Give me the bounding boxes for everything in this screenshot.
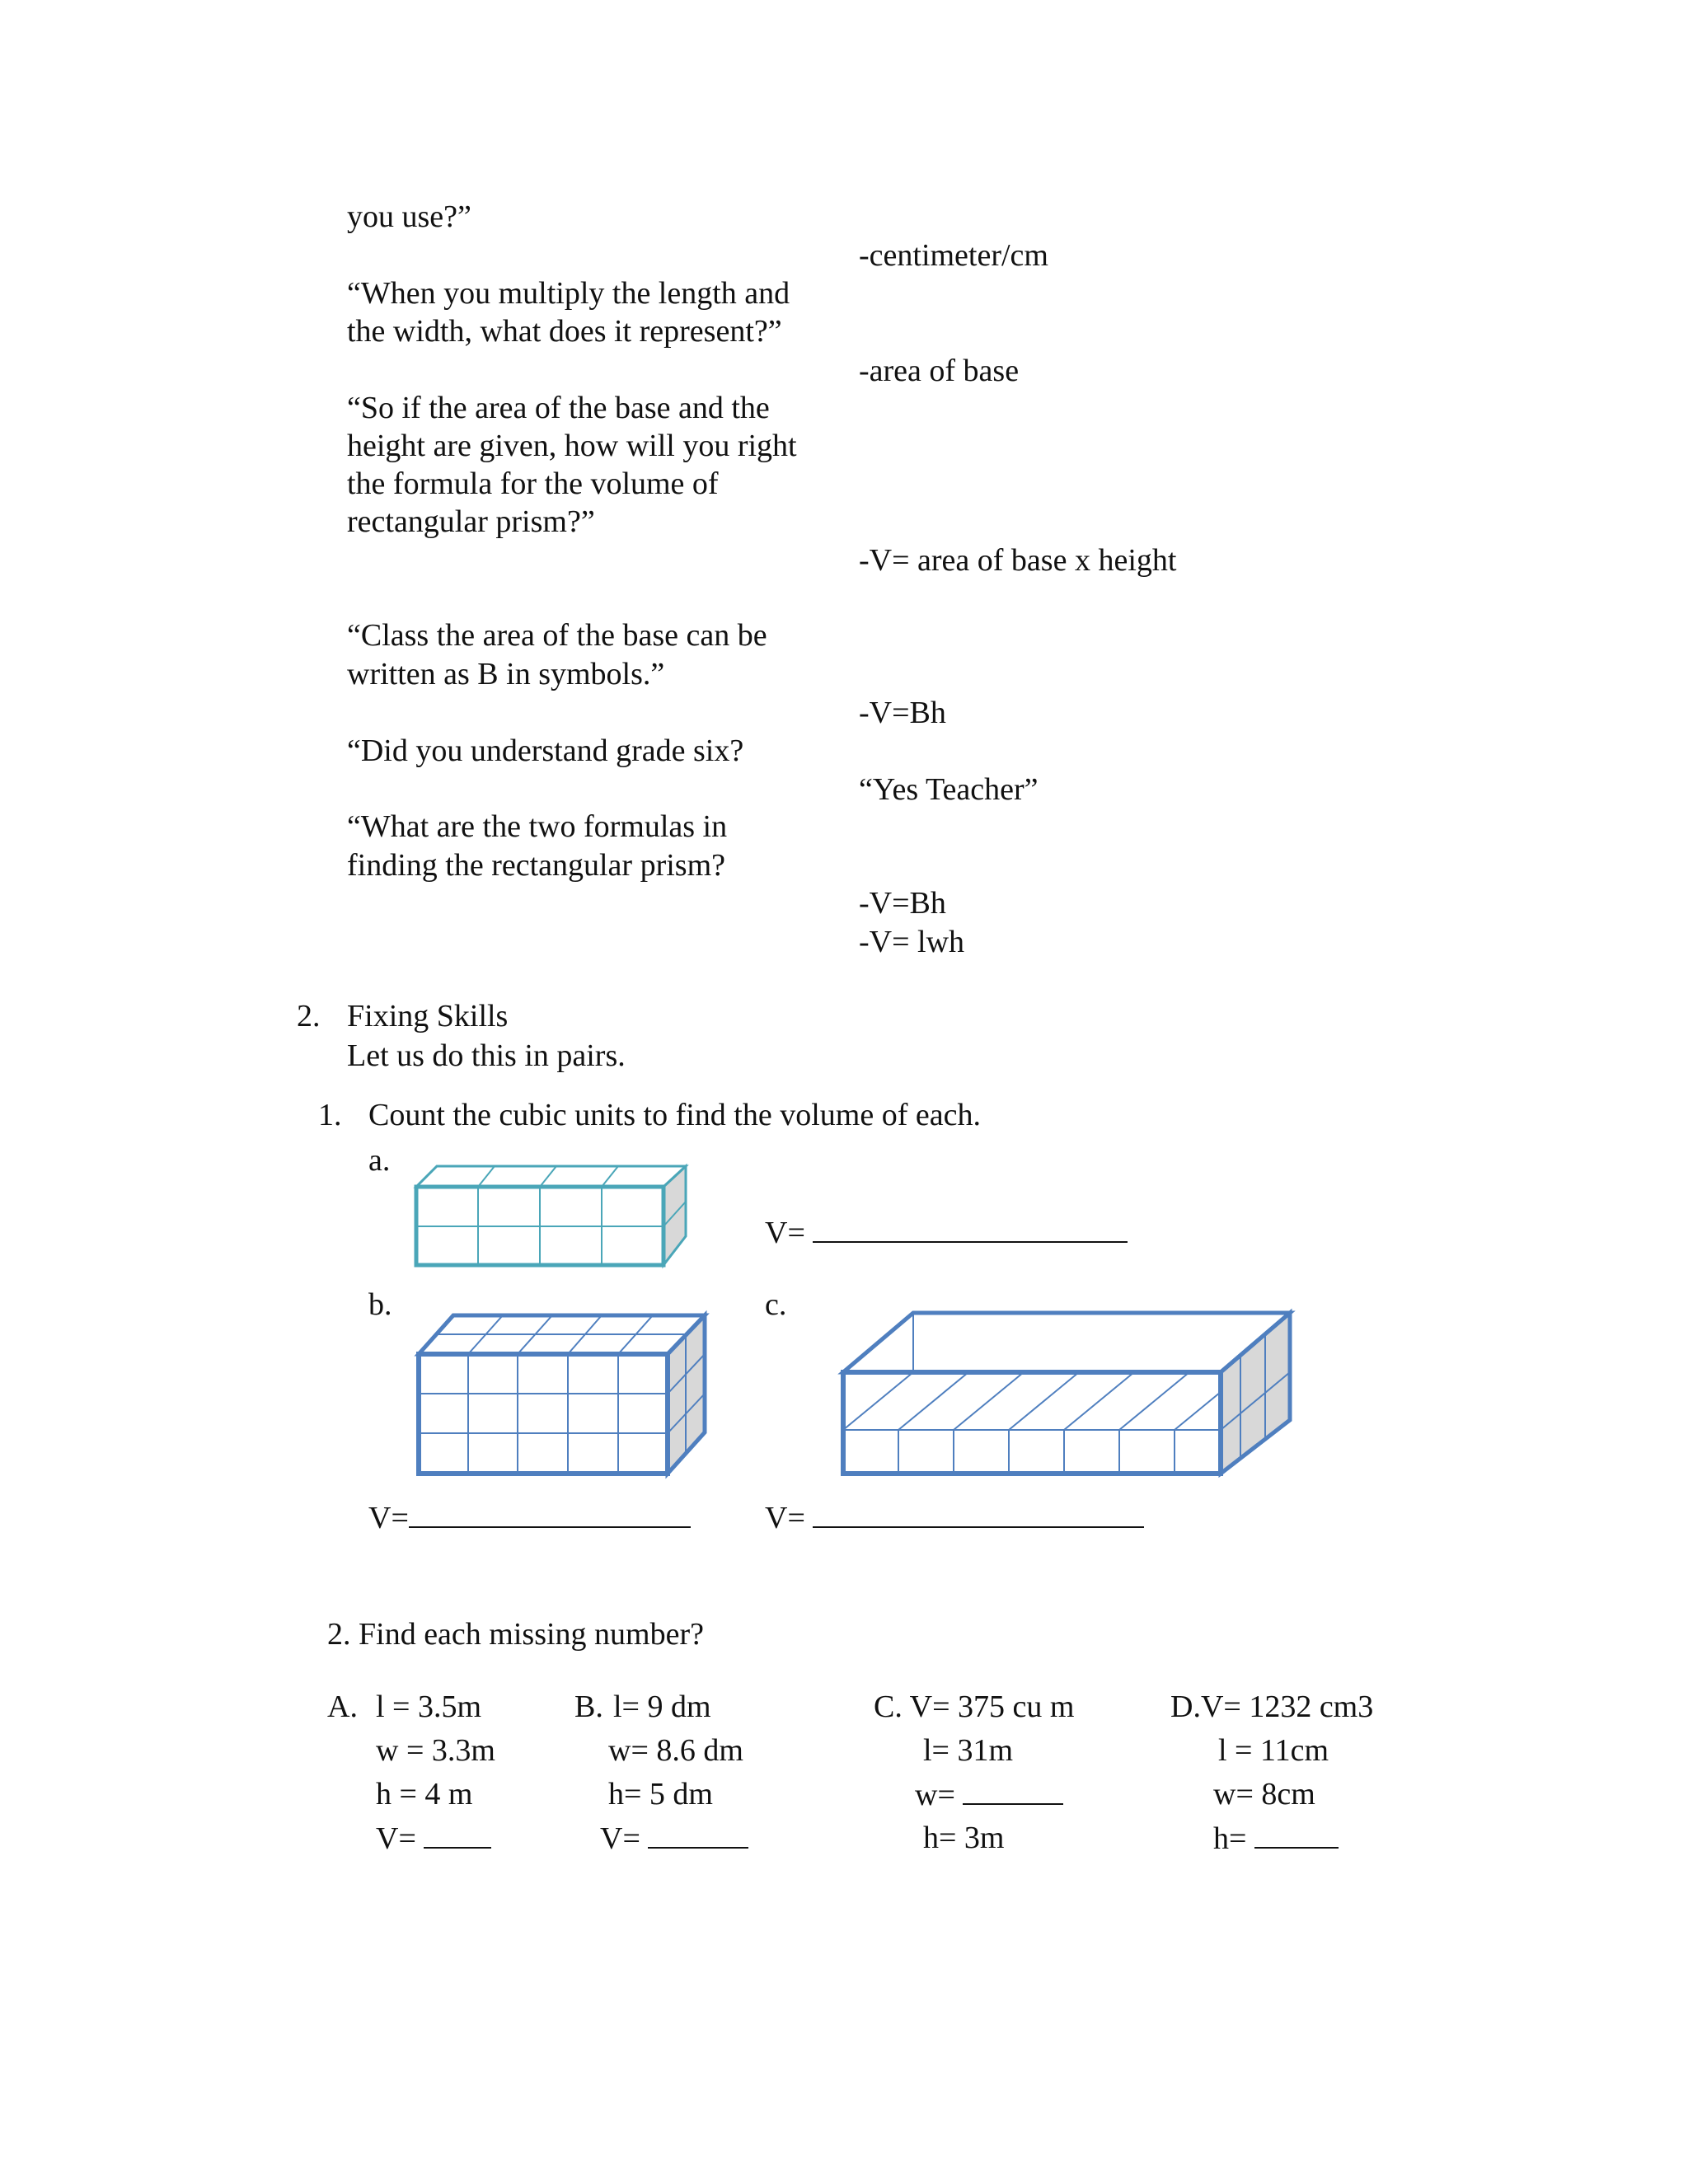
answer-blank-b[interactable] <box>409 1498 691 1528</box>
teacher-line: rectangular prism?” <box>347 504 595 539</box>
answer-blank-c[interactable] <box>813 1498 1144 1528</box>
student-line: -V= lwh <box>859 925 965 959</box>
item-number: 1. <box>318 1098 342 1132</box>
problem-d-line: h= <box>1213 1819 1339 1858</box>
v-label-b: V= <box>368 1498 691 1537</box>
section-title: Fixing Skills <box>347 999 509 1033</box>
item2-title: 2. Find each missing number? <box>327 1617 704 1652</box>
problem-c-line: C. V= 375 cu m <box>874 1690 1075 1724</box>
teacher-line: the formula for the volume of <box>347 466 719 501</box>
item-text: Count the cubic units to find the volume of each. <box>368 1098 981 1132</box>
problem-a-line: w = 3.3m <box>376 1733 495 1768</box>
prism-c-figure <box>837 1306 1298 1479</box>
teacher-line: the width, what does it represent?” <box>347 314 782 349</box>
student-line: -V=Bh <box>859 696 946 730</box>
section-subtitle: Let us do this in pairs. <box>347 1038 626 1073</box>
teacher-line: height are given, how will you right <box>347 429 797 463</box>
problem-a-line: V= <box>376 1819 491 1858</box>
teacher-line: “Class the area of the base can be <box>347 618 767 653</box>
prism-a-figure <box>412 1162 692 1269</box>
answer-blank-D[interactable] <box>1254 1819 1339 1849</box>
teacher-line: “So if the area of the base and the <box>347 391 770 425</box>
answer-blank-a[interactable] <box>813 1213 1128 1243</box>
teacher-line: you use?” <box>347 199 471 234</box>
problem-a-line: h = 4 m <box>376 1777 473 1811</box>
problem-c-line: w= <box>915 1775 1063 1814</box>
problem-b-line: V= <box>600 1819 748 1858</box>
label-b: b. <box>368 1287 392 1322</box>
problem-b-line: l= 9 dm <box>613 1690 711 1724</box>
teacher-line: “When you multiply the length and <box>347 276 790 311</box>
problem-a-line: l = 3.5m <box>376 1690 482 1724</box>
prism-b-figure <box>412 1309 713 1482</box>
teacher-line: “What are the two formulas in <box>347 809 728 844</box>
teacher-line: finding the rectangular prism? <box>347 848 726 883</box>
problem-c-line: l= 31m <box>923 1733 1014 1768</box>
problem-b-line: w= 8.6 dm <box>608 1733 743 1768</box>
student-line: -V= area of base x height <box>859 543 1177 578</box>
problem-c-line: h= 3m <box>923 1821 1005 1855</box>
label-c: c. <box>765 1287 787 1322</box>
v-label-a: V= <box>765 1213 1128 1252</box>
label-a: a. <box>368 1143 391 1178</box>
v-label-c: V= <box>765 1498 1144 1537</box>
problem-b-line: h= 5 dm <box>608 1777 713 1811</box>
problem-d-line: D.V= 1232 cm3 <box>1170 1690 1374 1724</box>
section-number: 2. <box>297 999 321 1033</box>
teacher-line: “Did you understand grade six? <box>347 733 744 768</box>
problem-d-line: w= 8cm <box>1213 1777 1315 1811</box>
answer-blank-C[interactable] <box>963 1775 1063 1805</box>
answer-blank-B[interactable] <box>648 1819 748 1849</box>
teacher-line: written as B in symbols.” <box>347 657 665 691</box>
answer-blank-A[interactable] <box>424 1819 491 1849</box>
problem-b-label: B. <box>574 1690 603 1724</box>
student-line: -V=Bh <box>859 886 946 921</box>
student-line: -centimeter/cm <box>859 238 1048 273</box>
student-line: “Yes Teacher” <box>859 772 1039 807</box>
student-line: -area of base <box>859 354 1020 388</box>
problem-d-line: l = 11cm <box>1218 1733 1329 1768</box>
problem-a-label: A. <box>327 1690 358 1724</box>
